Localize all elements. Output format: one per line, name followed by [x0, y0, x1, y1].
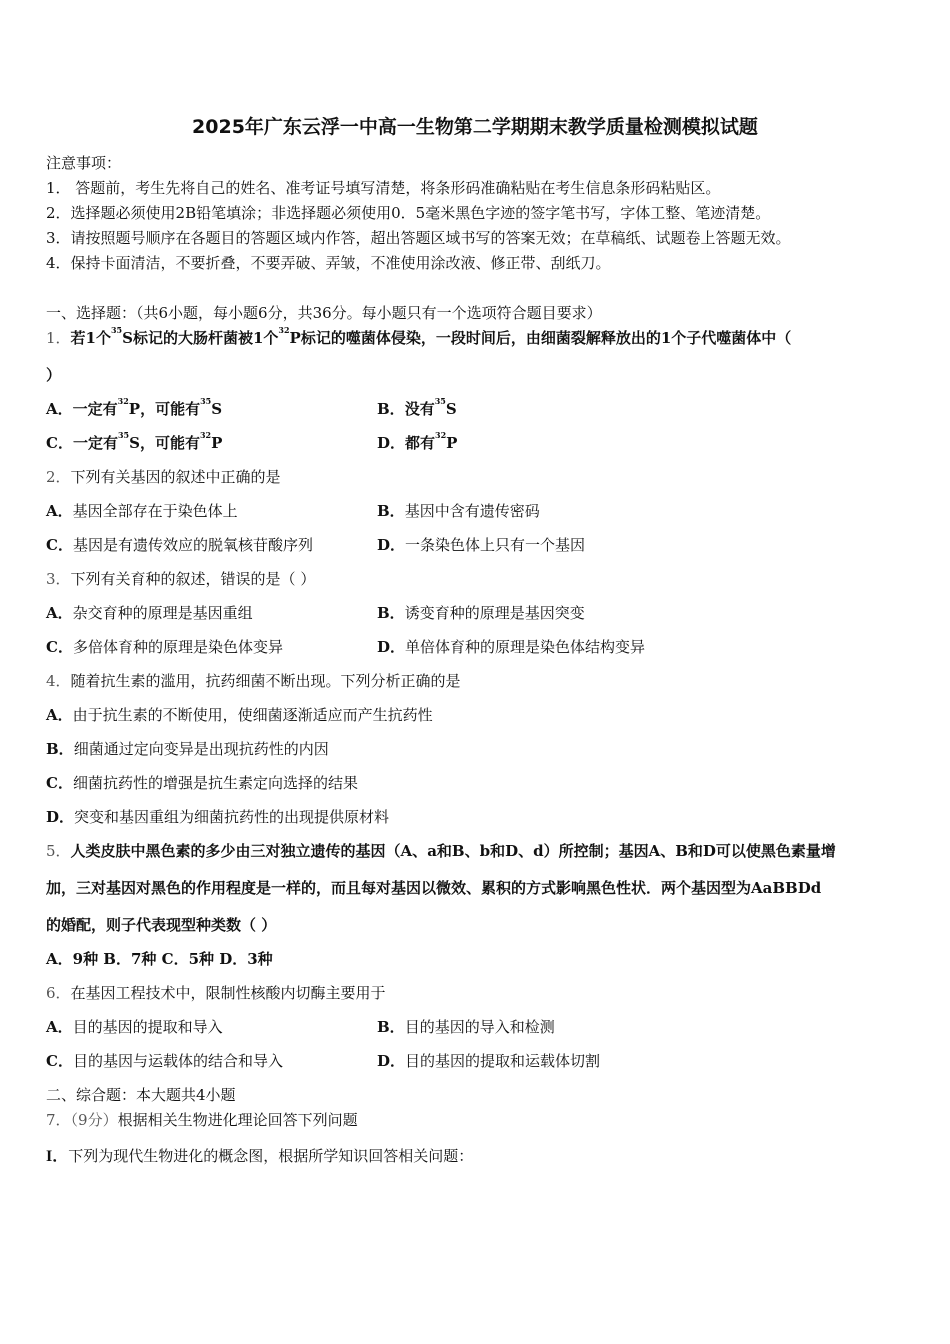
option-b[interactable]: B．基因中含有遗传密码	[377, 502, 540, 520]
question-number: 7．	[46, 1111, 71, 1129]
option-d[interactable]: D．突变和基因重组为细菌抗药性的出现提供原材料	[46, 808, 390, 826]
option-a[interactable]: A．一定有$^{32}$P，可能有$^{35}$S	[46, 396, 223, 418]
option-c[interactable]: C．细菌抗药性的增强是抗生素定向选择的结果	[46, 774, 358, 792]
option-a[interactable]: A．由于抗生素的不断使用，使细菌逐渐适应而产生抗药性	[46, 706, 433, 724]
notice-item: 4．保持卡面清洁，不要折叠，不要弄破、弄皱，不准使用涂改液、修正带、刮纸刀。	[46, 254, 611, 272]
option-b[interactable]: B．诱变育种的原理是基因突变	[377, 604, 585, 622]
notice-heading: 注意事项：	[46, 154, 122, 172]
option-d[interactable]: D．目的基因的提取和运载体切割	[377, 1052, 601, 1070]
question-number: 5．	[46, 842, 71, 860]
option-c[interactable]: C．基因是有遗传效应的脱氧核苷酸序列	[46, 536, 313, 554]
option-a[interactable]: A．杂交育种的原理是基因重组	[46, 604, 253, 622]
section-heading: 一、选择题：（共6小题，每小题6分，共36分。每小题只有一个选项符合题目要求）	[46, 304, 602, 322]
question-5-line: 的婚配，则子代表现型种类数（ ）	[46, 916, 277, 934]
notice-item: 3．请按照题号顺序在各题目的答题区域内作答，超出答题区域书写的答案无效；在草稿纸、试题卷上答题无效。	[46, 229, 791, 247]
notice-item: 2．选择题必须使用2B铅笔填涂；非选择题必须使用0．5毫米黑色字迹的签字笔书写，字体工整、笔迹清楚。	[46, 204, 771, 222]
question-5-line: 加，三对基因对黑色的作用程度是一样的，而且每对基因以微效、累积的方式影响黑色性状．两个基因型为AaBBDd	[46, 879, 822, 897]
option-c[interactable]: C．多倍体育种的原理是染色体变异	[46, 638, 283, 656]
question-6: 6．在基因工程技术中，限制性核酸内切酶主要用于	[46, 984, 386, 1002]
option-c[interactable]: C．目的基因与运载体的结合和导入	[46, 1052, 283, 1070]
option-b[interactable]: B．细菌通过定向变异是出现抗药性的内因	[46, 740, 329, 758]
option-c[interactable]: C．一定有$^{35}$S，可能有$^{32}$P	[46, 430, 223, 452]
question-3: 3．下列有关育种的叙述，错误的是（ ）	[46, 570, 316, 588]
notice-item: 1． 答题前，考生先将自己的姓名、准考证号填写清楚，将条形码准确粘贴在考生信息条形码粘贴区。	[46, 179, 721, 197]
option-d[interactable]: D．单倍体育种的原理是染色体结构变异	[377, 638, 646, 656]
question-number: 3．	[46, 570, 71, 588]
page-title: 2025年广东云浮一中高一生物第二学期期末教学质量检测模拟试题	[192, 116, 758, 138]
question-7: 7．（9分）根据相关生物进化理论回答下列问题	[46, 1111, 358, 1129]
option-a[interactable]: A．基因全部存在于染色体上	[46, 502, 238, 520]
question-4: 4．随着抗生素的滥用，抗药细菌不断出现。下列分析正确的是	[46, 672, 461, 690]
question-number: 4．	[46, 672, 71, 690]
option-b[interactable]: B．目的基因的导入和检测	[377, 1018, 555, 1036]
option-b[interactable]: B．没有$^{35}$S	[377, 396, 457, 418]
question-number: 6．	[46, 984, 71, 1002]
question-score: （9分）	[70, 1111, 118, 1129]
option-a[interactable]: A．目的基因的提取和导入	[46, 1018, 223, 1036]
option-d[interactable]: D．一条染色体上只有一个基因	[377, 536, 586, 554]
question-1-continuation: ）	[46, 366, 62, 384]
section-heading: 二、综合题：本大题共4小题	[46, 1086, 236, 1104]
question-number: 1．	[46, 329, 71, 347]
question-2: 2．下列有关基因的叙述中正确的是	[46, 468, 281, 486]
question-1: 1．若1个$^{35}$S标记的大肠杆菌被1个$^{32}$P标记的噬菌体侵染，一段时间后，由细菌裂解释放出的1个子代噬菌体中（	[46, 325, 792, 347]
question-5-options[interactable]: A．9种 B．7种 C．5种 D．3种	[46, 950, 273, 968]
question-7-part-1: I．下列为现代生物进化的概念图，根据所学知识回答相关问题：	[46, 1147, 474, 1165]
question-5: 5．人类皮肤中黑色素的多少由三对独立遗传的基因（A、a和B、b和D、d）所控制；基因A、B和D可以使黑色素量增	[46, 842, 836, 860]
option-d[interactable]: D．都有$^{32}$P	[377, 430, 458, 452]
question-number: 2．	[46, 468, 71, 486]
